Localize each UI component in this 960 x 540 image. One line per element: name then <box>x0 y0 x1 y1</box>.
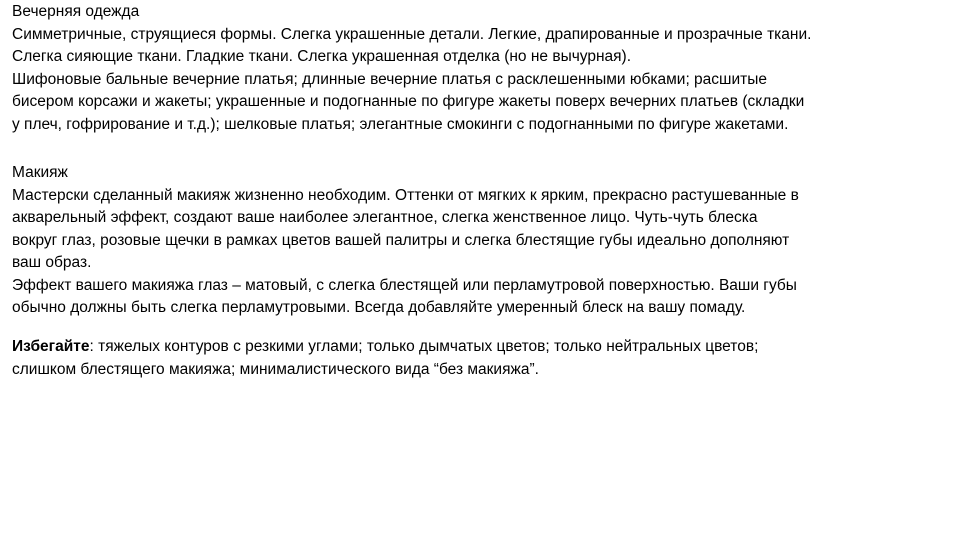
paragraph-line: Эффект вашего макияжа глаз – матовый, с слегка блестящей или перламутровой поверхностью. Ваши губы <box>12 276 797 294</box>
avoid-first-line <box>12 336 948 359</box>
paragraph-line: бисером корсажи и жакеты; украшенные и подогнанные по фигуре жакеты поверх вечерних платьев (складки <box>12 93 805 110</box>
paragraph-line: акварельный эффект, создают ваше наиболее элегантное, слегка женственное лицо. Чуть-чуть блеска <box>12 209 758 226</box>
paragraph-line: слишком блестящего макияжа; минималистического вида “без макияжа”. <box>12 360 539 378</box>
paragraph-line: обычно должны быть слегка перламутровыми. Всегда добавляйте умеренный блеск на вашу помаду. <box>12 299 746 316</box>
avoid-label: Избегайте <box>12 338 90 355</box>
avoid-first-line-text: : тяжелых контуров с резкими углами; только дымчатых цветов; только нейтральных цветов; <box>89 338 759 355</box>
paragraph-line: Слегка сияющие ткани. Гладкие ткани. Слегка украшенная отделка (но не вычурная). <box>12 48 632 65</box>
evening-wear-section <box>12 1 948 136</box>
paragraph-line: Мастерски сделанный макияж жизненно необходим. Оттенки от мягких к ярким, прекрасно растушеванные в <box>12 186 799 204</box>
paragraph-line: вокруг глаз, розовые щечки в рамках цветов вашей палитры и слегка блестящие губы идеально дополняют <box>12 231 790 249</box>
paragraph-line: Шифоновые бальные вечерние платья; длинные вечерние платья с расклешенными юбками; расшитые <box>12 70 768 88</box>
paragraph-line: ваш образ. <box>12 254 92 271</box>
makeup-section <box>12 162 948 320</box>
paragraph-line: Симметричные, струящиеся формы. Слегка украшенные детали. Легкие, драпированные и прозрачные ткани. <box>12 25 812 43</box>
avoid-section <box>12 336 948 381</box>
section-heading-makeup: Макияж <box>12 164 68 181</box>
section-heading-evening-wear: Вечерняя одежда <box>12 3 140 20</box>
paragraph-line: у плеч, гофрирование и т.д.); шелковые платья; элегантные смокинги с подогнанными по фигуре жакетами. <box>12 115 789 133</box>
